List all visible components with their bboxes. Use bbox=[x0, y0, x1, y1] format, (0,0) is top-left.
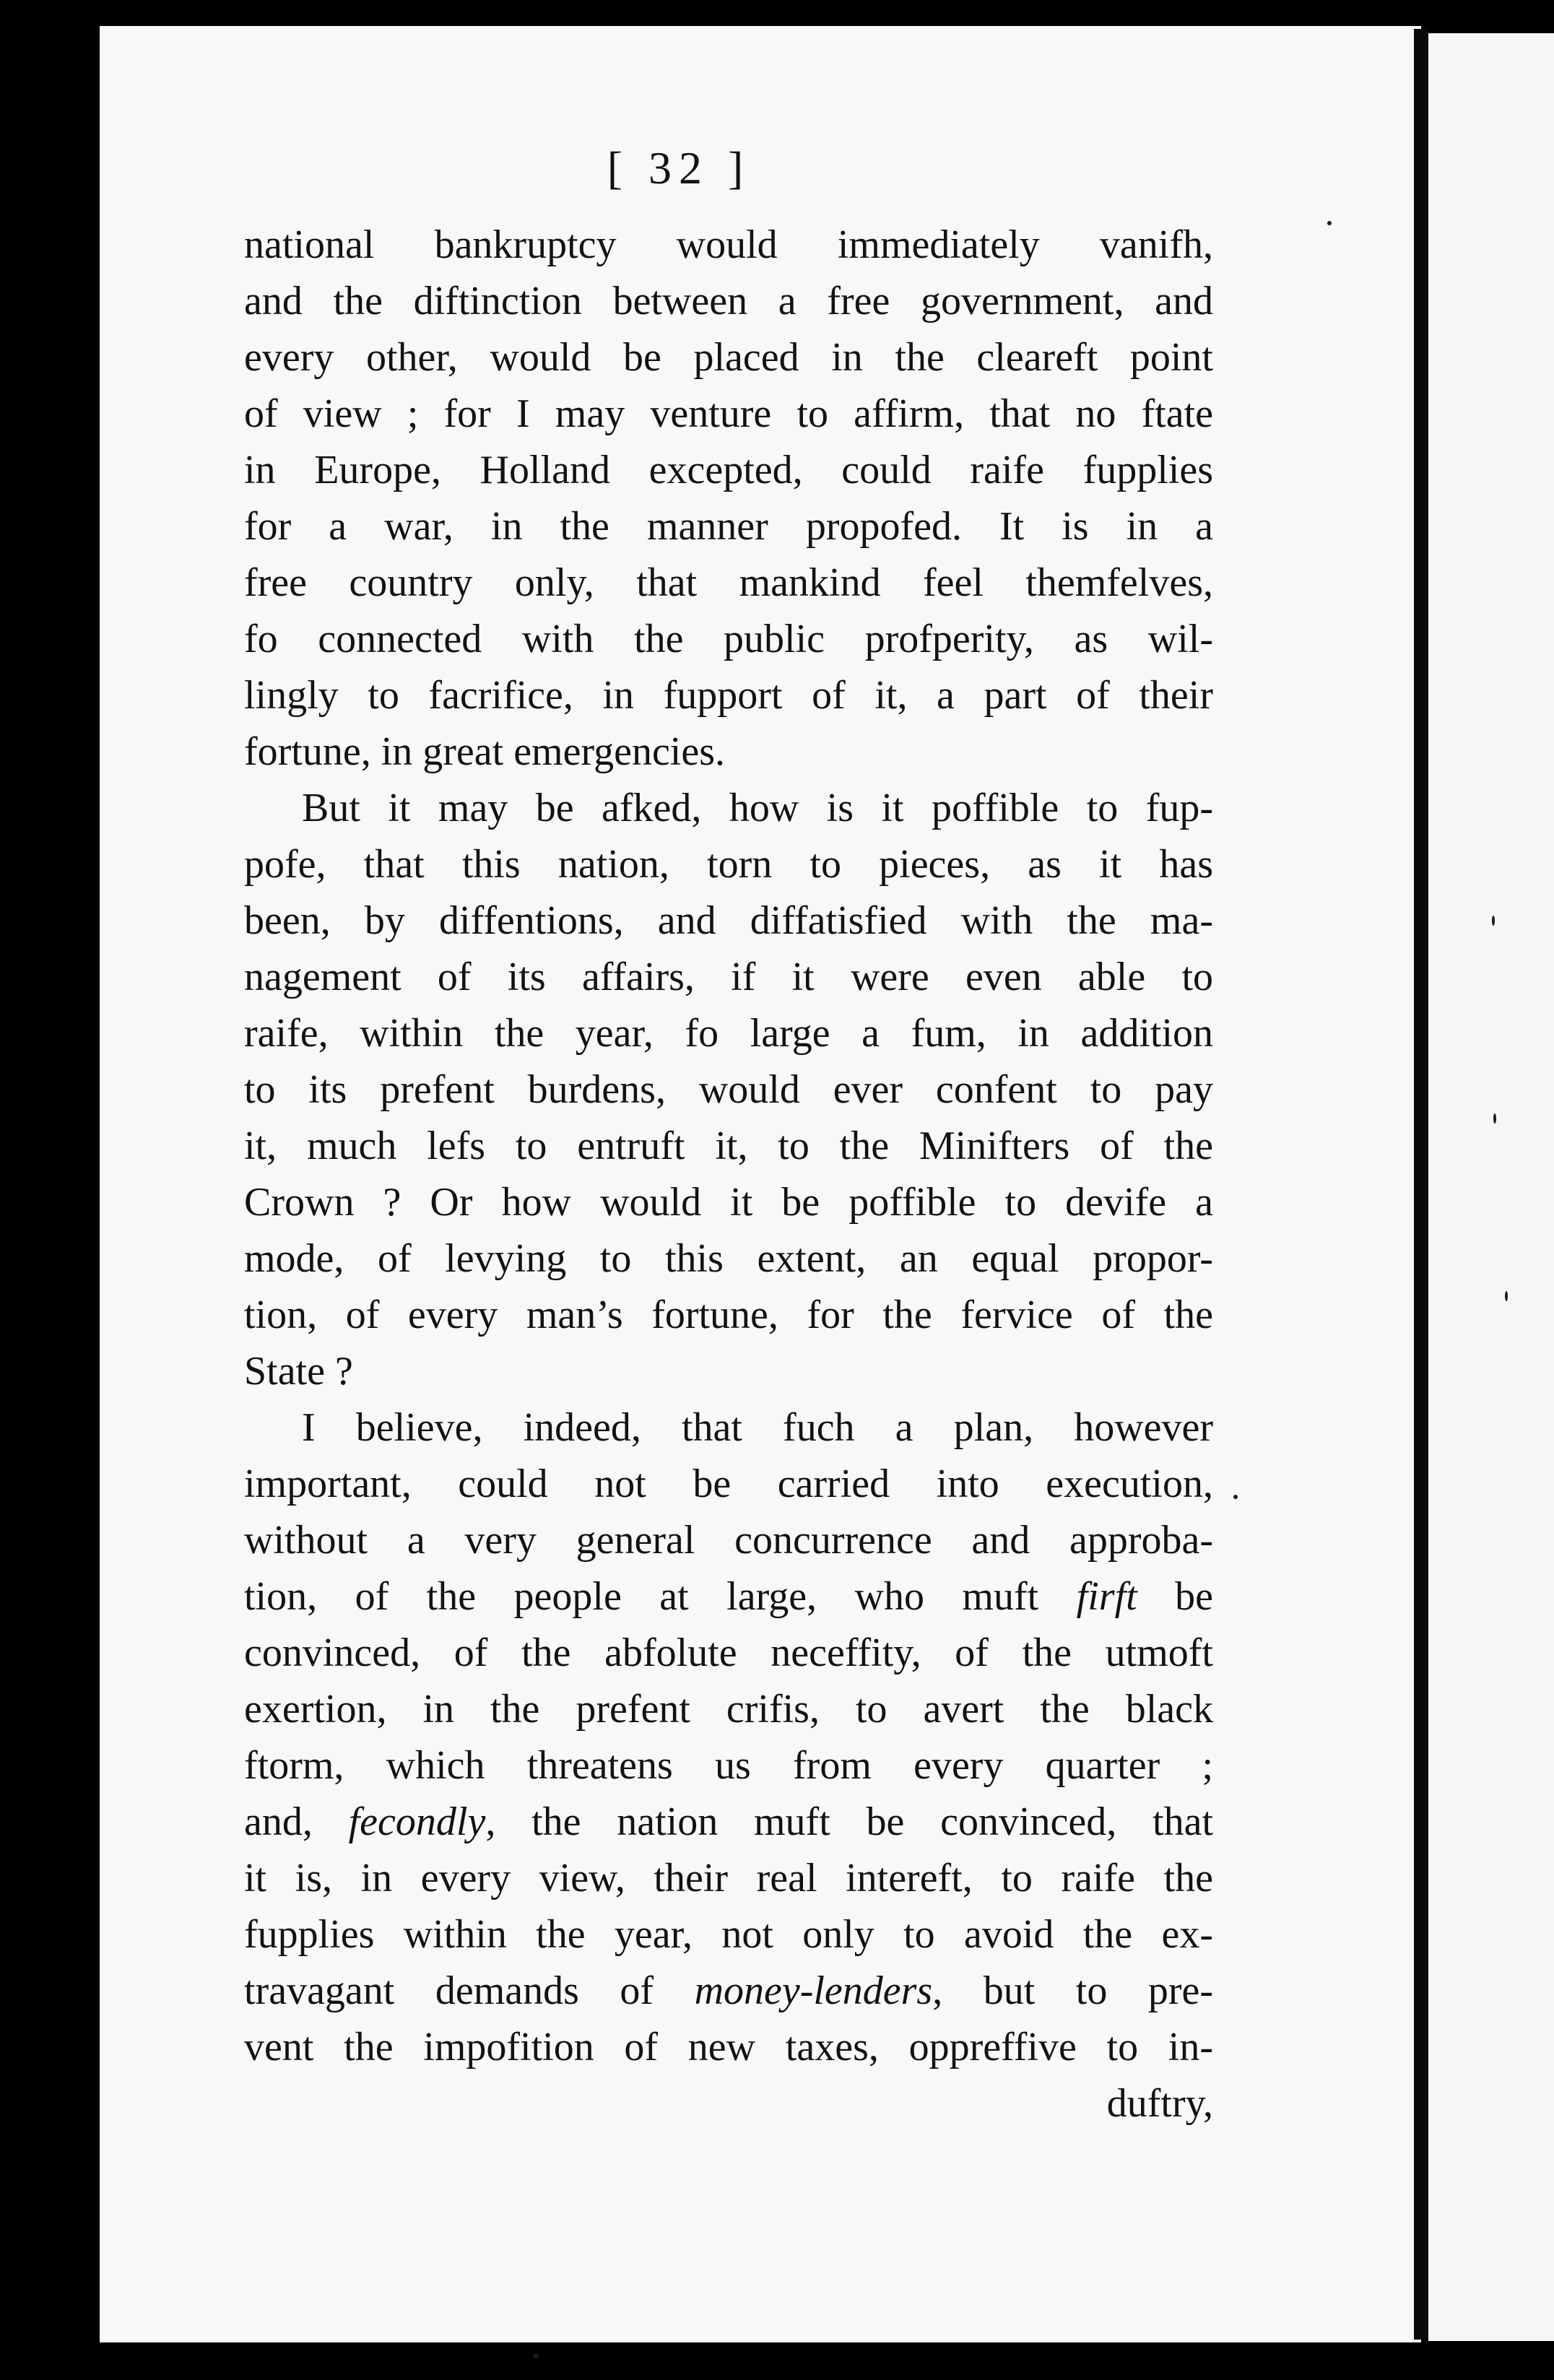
text-run: Crown ? Or how would it be poffible to devife a bbox=[244, 1180, 1213, 1225]
text-line bbox=[244, 611, 1213, 667]
gutter-shadow bbox=[1414, 29, 1428, 2340]
body-text bbox=[244, 217, 1213, 2132]
text-run: tion, of every man’s fortune, for the fervice of the bbox=[244, 1293, 1213, 1337]
text-line bbox=[244, 1343, 1213, 1399]
text-run: State ? bbox=[244, 1349, 353, 1394]
ink-speck bbox=[1233, 1495, 1238, 1499]
text-run: vent the impofition of new taxes, oppreffive to in- bbox=[244, 2025, 1213, 2070]
italic-text: firft bbox=[1076, 1574, 1137, 1619]
ink-speck bbox=[1492, 916, 1495, 926]
text-line bbox=[244, 1174, 1213, 1230]
text-line bbox=[244, 780, 1213, 836]
text-run: But it may be afked, how is it poffible to fup- bbox=[302, 786, 1213, 830]
text-line bbox=[244, 273, 1213, 329]
text-line bbox=[244, 1625, 1213, 1681]
text-run: fortune, in great emergencies. bbox=[244, 729, 726, 774]
text-run: for a war, in the manner propofed. It is in a bbox=[244, 504, 1213, 549]
page-number: [ 32 ] bbox=[607, 142, 751, 194]
text-run: of view ; for I may venture to affirm, that no ftate bbox=[244, 391, 1213, 436]
text-run: without a very general concurrence and approba- bbox=[244, 1518, 1213, 1563]
text-run: mode, of levying to this extent, an equal propor- bbox=[244, 1236, 1213, 1281]
text-run: in Europe, Holland excepted, could raife fupplies bbox=[244, 448, 1213, 492]
text-line bbox=[244, 555, 1213, 611]
text-line bbox=[244, 1850, 1213, 1906]
text-line bbox=[244, 498, 1213, 555]
text-run: duftry, bbox=[1106, 2081, 1213, 2126]
italic-text: fecondly bbox=[348, 1799, 486, 1844]
text-run: be bbox=[1137, 1574, 1214, 1619]
text-line bbox=[244, 442, 1213, 498]
text-run: fo connected with the public profperity, as wil- bbox=[244, 617, 1213, 661]
text-line bbox=[244, 1230, 1213, 1287]
text-line bbox=[244, 1963, 1213, 2019]
text-line bbox=[244, 1456, 1213, 1512]
text-run: tion, of the people at large, who muft bbox=[244, 1574, 1077, 1619]
text-line bbox=[244, 386, 1213, 442]
text-run: and the diftinction between a free government, and bbox=[244, 279, 1213, 323]
ink-speck bbox=[1493, 1113, 1496, 1124]
text-line bbox=[244, 1681, 1213, 1737]
text-line bbox=[244, 1287, 1213, 1343]
text-line bbox=[244, 2075, 1213, 2132]
text-run: to its prefent burdens, would ever confent to pay bbox=[244, 1067, 1213, 1112]
text-line bbox=[244, 329, 1213, 386]
text-line bbox=[244, 1061, 1213, 1118]
text-line bbox=[244, 1399, 1213, 1456]
text-line bbox=[244, 1568, 1213, 1625]
text-line bbox=[244, 1005, 1213, 1061]
text-line bbox=[244, 724, 1213, 780]
text-run: , the nation muft be convinced, that bbox=[485, 1799, 1213, 1844]
text-run: , but to pre- bbox=[932, 1968, 1213, 2013]
italic-text: money-lenders bbox=[694, 1968, 933, 2013]
text-line bbox=[244, 1906, 1213, 1963]
ink-speck bbox=[1505, 1291, 1508, 1301]
text-line bbox=[244, 2019, 1213, 2075]
text-line bbox=[244, 836, 1213, 892]
text-run: national bankruptcy would immediately vanifh, bbox=[244, 222, 1213, 267]
text-run: been, by diffentions, and diffatisfied with the ma- bbox=[244, 898, 1213, 943]
text-run: convinced, of the abfolute neceffity, of the utmoft bbox=[244, 1630, 1213, 1675]
facing-page-edge bbox=[1428, 33, 1554, 2341]
text-line bbox=[244, 217, 1213, 273]
text-line bbox=[244, 667, 1213, 724]
text-run: exertion, in the prefent crifis, to avert the black bbox=[244, 1687, 1213, 1732]
text-run: free country only, that mankind feel themfelves, bbox=[244, 560, 1213, 605]
ink-speck bbox=[1327, 221, 1332, 225]
text-run: every other, would be placed in the cleareft point bbox=[244, 335, 1213, 380]
text-line bbox=[244, 949, 1213, 1005]
text-run: nagement of its affairs, if it were even able to bbox=[244, 955, 1213, 999]
text-run: I believe, indeed, that fuch a plan, however bbox=[302, 1405, 1213, 1450]
text-line bbox=[244, 892, 1213, 949]
text-run: it is, in every view, their real intereft, to raife the bbox=[244, 1856, 1213, 1901]
text-run: travagant demands of bbox=[244, 1968, 695, 2013]
text-run: lingly to facrifice, in fupport of it, a part of their bbox=[244, 673, 1213, 718]
text-run: fupplies within the year, not only to avoid the ex- bbox=[244, 1912, 1213, 1957]
text-line bbox=[244, 1118, 1213, 1174]
text-run: raife, within the year, fo large a fum, in addition bbox=[244, 1011, 1213, 1056]
text-line bbox=[244, 1794, 1213, 1850]
text-line bbox=[244, 1512, 1213, 1568]
text-run: ftorm, which threatens us from every quarter ; bbox=[244, 1743, 1213, 1788]
text-run: it, much lefs to entruft it, to the Minifters of the bbox=[244, 1124, 1213, 1168]
ink-speck bbox=[533, 2354, 539, 2358]
text-run: pofe, that this nation, torn to pieces, as it has bbox=[244, 842, 1213, 887]
text-run: and, bbox=[244, 1799, 349, 1844]
text-line bbox=[244, 1737, 1213, 1794]
text-run: important, could not be carried into execution, bbox=[244, 1462, 1213, 1506]
